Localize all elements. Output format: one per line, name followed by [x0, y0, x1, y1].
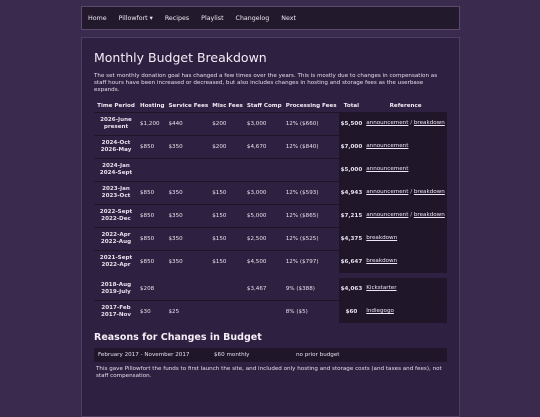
cell-staff-comp	[245, 158, 284, 181]
cell-processing-fees: 12% ($840)	[284, 135, 339, 158]
cell-processing-fees: 12% ($865)	[284, 204, 339, 227]
reference-link-kickstarter[interactable]: Kickstarter	[366, 285, 397, 292]
period-start: 2018-Aug	[100, 281, 132, 288]
cell-processing-fees: 12% ($525)	[284, 227, 339, 250]
cell-staff-comp: $3,000	[245, 112, 284, 135]
cell-service-fees: $350	[166, 181, 210, 204]
cell-misc-fees	[210, 158, 245, 181]
period-end: 2022-Apr	[101, 261, 131, 268]
cell-reference	[364, 112, 447, 135]
cell-reference	[364, 181, 447, 204]
period-start: 2017-Feb	[101, 304, 131, 311]
cell-reference	[364, 227, 447, 250]
period-start: 2024-Jan	[102, 162, 130, 169]
cell-total: $60	[339, 300, 365, 323]
cell-total: $5,000	[339, 158, 365, 181]
reference-link-breakdown[interactable]: breakdown	[413, 189, 445, 196]
period-end: 2026-May	[100, 146, 132, 153]
cell-misc-fees	[210, 300, 245, 323]
cell-reference	[364, 204, 447, 227]
cell-hosting: $1,200	[138, 112, 166, 135]
reference-separator: /	[408, 120, 414, 127]
table-row	[94, 158, 447, 181]
budget-table-body	[94, 112, 447, 323]
period-end: 2022-Aug	[100, 238, 132, 245]
reference-link-announcement[interactable]: announcement	[366, 120, 409, 127]
cell-total: $5,500	[339, 112, 365, 135]
cell-time-period	[94, 250, 138, 275]
cell-staff-comp: $5,000	[245, 204, 284, 227]
header-processing-fees: Processing Fees	[284, 100, 339, 113]
period-end: present	[103, 123, 129, 130]
nav-playlist[interactable]: Playlist	[201, 14, 224, 22]
nav-changelog[interactable]: Changelog	[235, 14, 270, 22]
cell-total: $4,063	[339, 275, 365, 300]
cell-time-period	[94, 112, 138, 135]
page-title: Monthly Budget Breakdown	[94, 50, 267, 65]
header-misc-fees: Misc Fees	[210, 100, 245, 113]
table-row	[94, 250, 447, 275]
reference-separator: /	[408, 212, 414, 219]
cell-service-fees: $350	[166, 204, 210, 227]
period-start: 2026-June	[100, 116, 132, 123]
budget-table	[94, 100, 447, 323]
cell-service-fees	[166, 158, 210, 181]
reasons-title: Reasons for Changes in Budget	[94, 331, 262, 343]
reason-description: This gave Pillowfort the funds to first launch the site, and included only hosting and storage costs (and taxes and fees), not staff compensation.	[96, 365, 442, 380]
period-start: 2024-Oct	[101, 139, 131, 146]
nav-recipes[interactable]: Recipes	[164, 14, 190, 22]
cell-staff-comp: $3,000	[245, 181, 284, 204]
cell-total: $7,215	[339, 204, 365, 227]
cell-processing-fees: 9% ($388)	[284, 275, 339, 300]
cell-staff-comp: $4,500	[245, 250, 284, 275]
table-row	[94, 300, 447, 323]
period-end: 2023-Oct	[101, 192, 131, 199]
cell-staff-comp: $4,670	[245, 135, 284, 158]
nav-next[interactable]: Next	[281, 14, 296, 22]
table-header-row	[94, 100, 447, 113]
period-end: 2019-July	[101, 288, 131, 295]
cell-time-period	[94, 275, 138, 300]
reference-link-announcement[interactable]: announcement	[366, 143, 409, 150]
nav-home[interactable]: Home	[88, 14, 107, 22]
reference-link-breakdown[interactable]: breakdown	[366, 258, 398, 265]
cell-time-period	[94, 204, 138, 227]
cell-reference	[364, 250, 447, 275]
cell-misc-fees: $150	[210, 181, 245, 204]
cell-staff-comp: $3,467	[245, 275, 284, 300]
top-nav	[81, 6, 460, 30]
reference-link-announcement[interactable]: announcement	[366, 189, 409, 196]
cell-time-period	[94, 181, 138, 204]
cell-total: $6,647	[339, 250, 365, 275]
cell-reference	[364, 158, 447, 181]
cell-misc-fees: $150	[210, 227, 245, 250]
reason-prior-budget: no prior budget	[296, 351, 340, 358]
cell-service-fees: $350	[166, 135, 210, 158]
reference-link-indiegogo[interactable]: Indiegogo	[366, 308, 394, 315]
cell-hosting: $208	[138, 275, 166, 300]
cell-hosting: $850	[138, 204, 166, 227]
cell-hosting: $850	[138, 250, 166, 275]
cell-staff-comp: $2,500	[245, 227, 284, 250]
cell-hosting: $850	[138, 227, 166, 250]
cell-service-fees: $25	[166, 300, 210, 323]
period-end: 2022-Dec	[101, 215, 131, 222]
period-end: 2017-Nov	[100, 311, 132, 318]
table-row	[94, 181, 447, 204]
period-start: 2022-Sept	[99, 208, 133, 215]
reference-link-breakdown[interactable]: breakdown	[413, 212, 445, 219]
cell-time-period	[94, 158, 138, 181]
page-wrapper	[81, 6, 460, 417]
header-service-fees: Service Fees	[166, 100, 210, 113]
nav-pillowfort-dropdown[interactable]: Pillowfort ▾	[118, 14, 153, 22]
cell-time-period	[94, 300, 138, 323]
cell-service-fees: $350	[166, 250, 210, 275]
cell-reference	[364, 300, 447, 323]
intro-text: The set monthly donation goal has changed a few times over the years. This is mostly due to changes in compensation as staff hours have been increased or decreased, but also includes changes in hosting and storage fees as the userbase expands.	[94, 73, 438, 94]
cell-misc-fees: $150	[210, 250, 245, 275]
cell-hosting: $30	[138, 300, 166, 323]
reference-link-announcement[interactable]: announcement	[366, 212, 409, 219]
cell-reference	[364, 275, 447, 300]
period-end: 2024-Sept	[99, 169, 133, 176]
cell-processing-fees	[284, 158, 339, 181]
period-start: 2022-Apr	[101, 231, 131, 238]
cell-time-period	[94, 135, 138, 158]
period-start: 2021-Sept	[99, 254, 133, 261]
cell-staff-comp	[245, 300, 284, 323]
cell-reference	[364, 135, 447, 158]
header-time-period: Time Period	[94, 100, 138, 113]
cell-processing-fees: 8% ($5)	[284, 300, 339, 323]
cell-total: $4,943	[339, 181, 365, 204]
period-start: 2023-Jan	[102, 185, 130, 192]
reason-period: February 2017 - November 2017	[98, 351, 190, 358]
header-total: Total	[339, 100, 365, 113]
reason-summary-bar	[94, 348, 447, 362]
header-hosting: Hosting	[138, 100, 166, 113]
cell-time-period	[94, 227, 138, 250]
cell-hosting: $850	[138, 135, 166, 158]
table-row	[94, 204, 447, 227]
cell-misc-fees: $150	[210, 204, 245, 227]
header-staff-comp: Staff Comp	[245, 100, 284, 113]
cell-service-fees: $440	[166, 112, 210, 135]
cell-misc-fees: $200	[210, 135, 245, 158]
cell-processing-fees: 12% ($593)	[284, 181, 339, 204]
header-reference: Reference	[364, 100, 447, 113]
cell-processing-fees: 12% ($797)	[284, 250, 339, 275]
content-panel	[81, 37, 460, 417]
cell-hosting: $850	[138, 181, 166, 204]
table-row	[94, 112, 447, 135]
cell-total: $7,000	[339, 135, 365, 158]
cell-misc-fees	[210, 275, 245, 300]
cell-total: $4,375	[339, 227, 365, 250]
cell-service-fees	[166, 275, 210, 300]
cell-hosting	[138, 158, 166, 181]
reference-link-breakdown[interactable]: breakdown	[413, 120, 445, 127]
reference-link-breakdown[interactable]: breakdown	[366, 235, 398, 242]
cell-processing-fees: 12% ($660)	[284, 112, 339, 135]
reference-link-announcement[interactable]: announcement	[366, 166, 409, 173]
table-row	[94, 227, 447, 250]
reason-amount: $60 monthly	[214, 351, 250, 358]
reference-separator: /	[408, 189, 414, 196]
table-row	[94, 135, 447, 158]
cell-misc-fees: $200	[210, 112, 245, 135]
table-row	[94, 275, 447, 300]
cell-service-fees: $350	[166, 227, 210, 250]
